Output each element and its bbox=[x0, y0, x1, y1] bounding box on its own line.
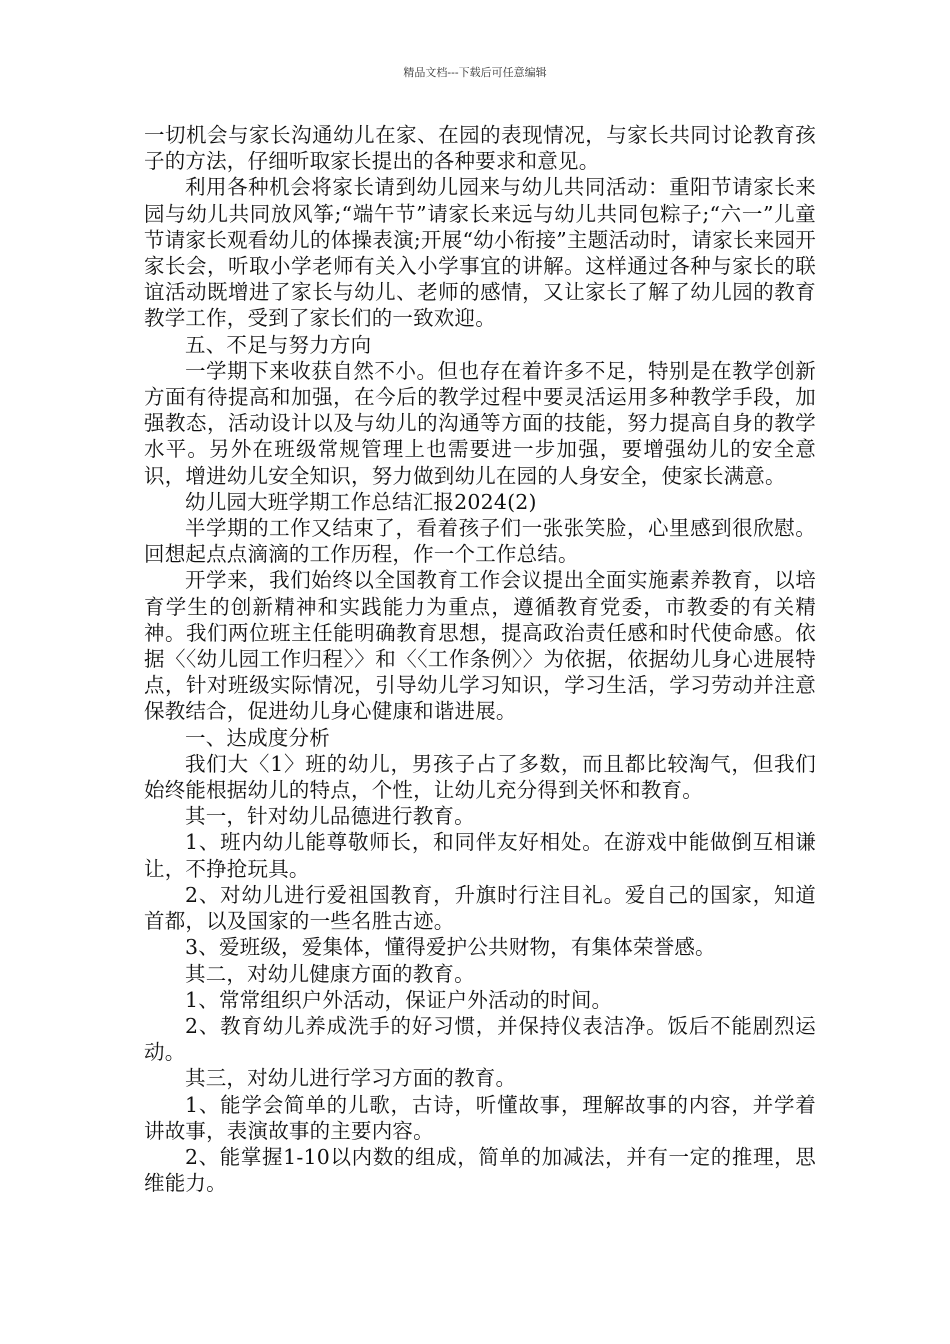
list-item: 2、对幼儿进行爱祖国教育，升旗时行注目礼。爱自己的国家，知道首都，以及国家的一些名胜古迹。 bbox=[144, 882, 816, 934]
paragraph: 一切机会与家长沟通幼儿在家、在园的表现情况，与家长共同讨论教育孩子的方法，仔细听取家长提出的各种要求和意见。 bbox=[144, 123, 816, 174]
section-heading: 五、不足与努力方向 bbox=[185, 332, 372, 357]
section-heading: 一、达成度分析 bbox=[185, 725, 330, 750]
paragraph: 开学来，我们始终以全国教育工作会议提出全面实施素养教育，以培育学生的创新精神和实践能力为重点，遵循教育党委，市教委的有关精神。我们两位班主任能明确教育思想，提高政治责任感和时代使命感。依据〈〈幼儿园工作归程〉〉和〈〈工作条例〉〉为依据，依据幼儿身心进展特点，针对班级实际情况，引导幼儿学习知识，学习生活，学习劳动并注意保教结合，促进幼儿身心健康和谐进展。 bbox=[144, 568, 816, 724]
paragraph: 半学期的工作又结束了，看着孩子们一张张笑脸，心里感到很欣慰。回想起点点滴滴的工作历程，作一个工作总结。 bbox=[144, 516, 816, 567]
document-body bbox=[144, 122, 816, 1196]
list-item: 3、爱班级，爱集体，懂得爱护公共财物，有集体荣誉感。 bbox=[185, 935, 716, 960]
list-item: 1、常常组织户外活动，保证户外活动的时间。 bbox=[185, 987, 613, 1012]
list-item: 1、班内幼儿能尊敬师长，和同伴友好相处。在游戏中能做倒互相谦让，不挣抢玩具。 bbox=[144, 830, 816, 881]
list-item: 1、能学会简单的儿歌，古诗，听懂故事，理解故事的内容，并学着讲故事，表演故事的主要内容。 bbox=[144, 1092, 816, 1143]
list-item: 2、能掌握1-10以内数的组成，简单的加减法，并有一定的推理，思维能力。 bbox=[144, 1144, 816, 1196]
paragraph: 我们大〈1〉班的幼儿，男孩子占了多数，而且都比较淘气，但我们始终能根据幼儿的特点，个性，让幼儿充分得到关怀和教育。 bbox=[144, 751, 816, 803]
page-header: 精品文档---下载后可任意编辑 bbox=[403, 66, 547, 79]
subsection-heading: 其二，对幼儿健康方面的教育。 bbox=[185, 961, 475, 986]
subsection-heading: 其一，针对幼儿品德进行教育。 bbox=[185, 804, 475, 829]
subsection-heading: 其三，对幼儿进行学习方面的教育。 bbox=[185, 1066, 517, 1091]
list-item: 2、教育幼儿养成洗手的好习惯，并保持仪表洁净。饭后不能剧烈运动。 bbox=[144, 1013, 816, 1065]
paragraph: 利用各种机会将家长请到幼儿园来与幼儿共同活动：重阳节请家长来园与幼儿共同放风筝;“端午节”请家长来远与幼儿共同包粽子;“六一”儿童节请家长观看幼儿的体操表演;开展“幼小衔接”主题活动时，请家长来园开家长会，听取小学老师有关入小学事宜的讲解。这样通过各种与家长的联谊活动既增进了家长与幼儿、老师的感情，又让家长了解了幼儿园的教育教学工作，受到了家长们的一致欢迎。 bbox=[144, 175, 816, 331]
paragraph: 一学期下来收获自然不小。但也存在着许多不足，特别是在教学创新方面有待提高和加强，在今后的教学过程中要灵活运用多种教学手段，加强教态，活动设计以及与幼儿的沟通等方面的技能，努力提高自身的教学水平。另外在班级常规管理上也需要进一步加强，要增强幼儿的安全意识，增进幼儿安全知识，努力做到幼儿在园的人身安全，使家长满意。 bbox=[144, 358, 816, 488]
document-title: 幼儿园大班学期工作总结汇报2024(2) bbox=[185, 489, 537, 514]
